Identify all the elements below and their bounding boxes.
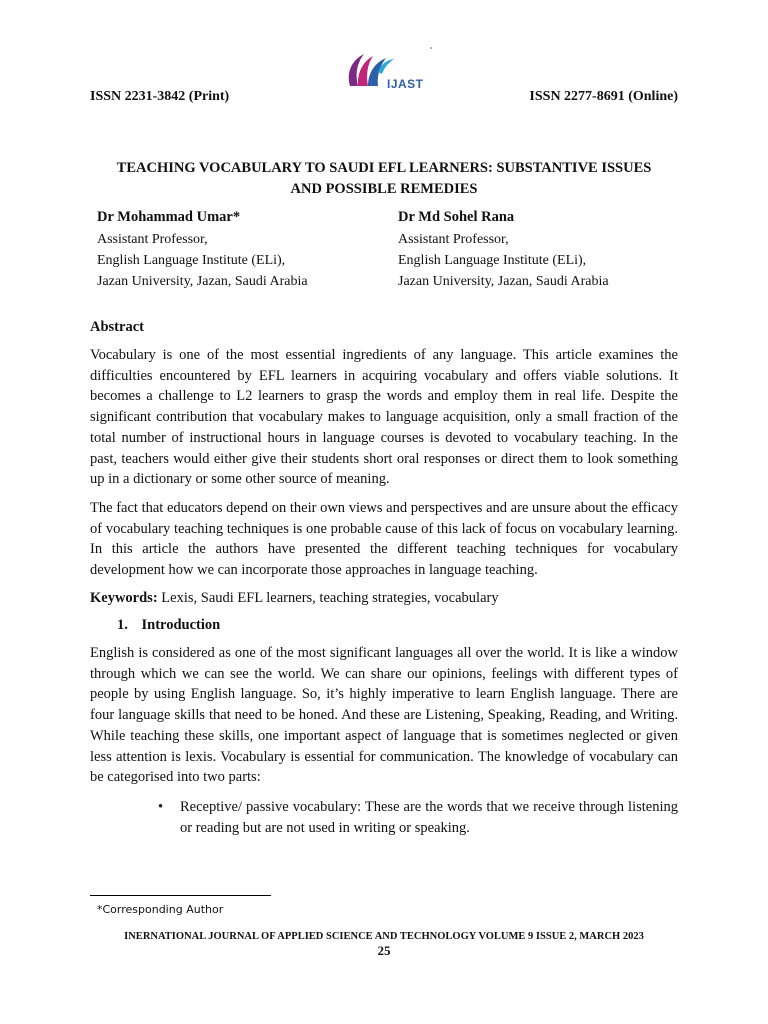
- author-1-role: Assistant Professor,: [97, 232, 208, 247]
- section-number: 1.: [117, 617, 128, 633]
- author-1-institute: English Language Institute (ELi),: [97, 253, 286, 268]
- author-2: [398, 207, 688, 292]
- paper-title: [90, 158, 678, 200]
- abstract-p2-text: The fact that educators depend on their own views and perspectives and are unsure about the efficacy of vocabulary teaching techniques is one probable cause of this lack of focus on vocabulary learning. In this article the authors have presented the different teaching techniques for vocabulary development how we can incorporate those approaches in language teaching.: [90, 500, 678, 579]
- issn-online: ISSN 2277-8691 (Online): [529, 89, 678, 104]
- abstract-paragraph-1: [90, 345, 678, 490]
- author-2-location: Jazan University, Jazan, Saudi Arabia: [398, 274, 609, 289]
- author-2-role: Assistant Professor,: [398, 232, 509, 247]
- bullet-item-text: Receptive/ passive vocabulary: These are the words that we receive through listening or reading but are not used in writing or speaking.: [180, 799, 678, 836]
- section-title: Introduction: [141, 617, 221, 633]
- title-line-2: AND POSSIBLE REMEDIES: [290, 181, 478, 197]
- journal-footer: INERNATIONAL JOURNAL OF APPLIED SCIENCE AND TECHNOLOGY VOLUME 9 ISSUE 2, MARCH 2023: [124, 931, 644, 942]
- page-number: 25: [377, 943, 391, 958]
- keywords: [90, 590, 499, 607]
- bullet-icon: •: [158, 799, 164, 815]
- title-line-1: TEACHING VOCABULARY TO SAUDI EFL LEARNERS: SUBSTANTIVE ISSUES: [116, 160, 652, 176]
- issn-print: ISSN 2231-3842 (Print): [90, 89, 230, 104]
- author-1-location: Jazan University, Jazan, Saudi Arabia: [97, 274, 308, 289]
- logo-text: IJAST: [387, 77, 424, 91]
- journal-logo: [340, 46, 436, 98]
- abstract-paragraph-2: [90, 498, 678, 581]
- footnote-divider: [90, 895, 271, 896]
- abstract-heading: Abstract: [90, 319, 144, 335]
- introduction-p1-text: English is considered as one of the most significant languages all over the world. It is like a window through which we can see the world. We can share our opinions, feelings with different types of people by using English language. So, it’s highly imperative to learn English language. There are four language skills that need to be honed. And these are Listening, Speaking, Reading, and Writing. While teaching these skills, one important aspect of language that is sometimes neglected or given less attention is lexis. Vocabulary is essential for communication. The knowledge of vocabulary can be categorised into two parts:: [90, 645, 678, 786]
- keywords-text: Lexis, Saudi EFL learners, teaching strategies, vocabulary: [157, 590, 499, 606]
- author-2-institute: English Language Institute (ELi),: [398, 253, 587, 268]
- bullet-item-receptive: [158, 797, 678, 839]
- section-heading-introduction: [117, 617, 220, 634]
- abstract-p1-text: Vocabulary is one of the most essential ingredients of any language. This article examines the difficulties encountered by EFL learners in acquiring vocabulary and offers viable solutions. It becomes a challenge to L2 learners to grasp the words and employ them in real life. Despite the significant contribution that vocabulary makes to language acquisition, only a small fraction of the total number of instructional hours in language courses is devoted to vocabulary teaching. In the past, teachers would either give their students short oral responses or direct them to look something up in a dictionary or some other source of meaning.: [90, 347, 678, 488]
- keywords-label: Keywords:: [90, 590, 158, 606]
- footnote: *Corresponding Author: [97, 903, 224, 916]
- author-1: [97, 207, 387, 292]
- author-2-name: Dr Md Sohel Rana: [398, 209, 515, 225]
- introduction-paragraph-1: [90, 643, 678, 788]
- author-1-name: Dr Mohammad Umar*: [97, 209, 241, 225]
